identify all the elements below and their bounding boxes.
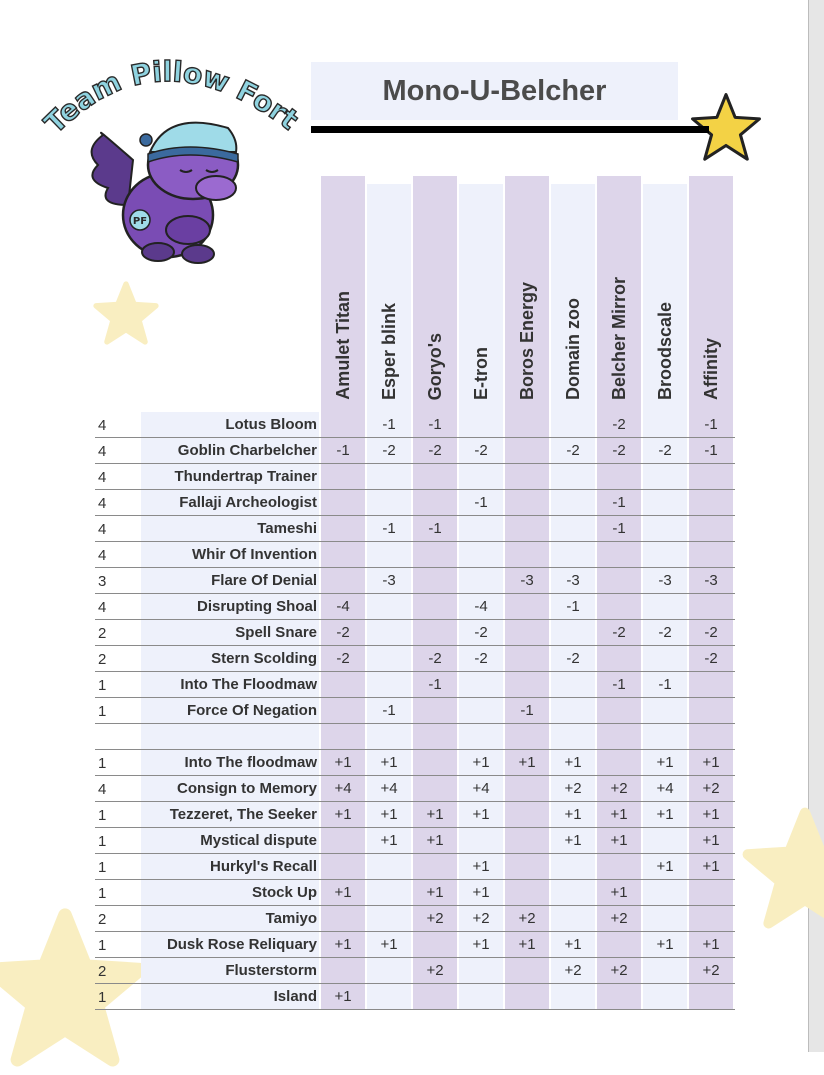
matchup-value: +1	[702, 754, 720, 771]
card-name-cell	[141, 776, 319, 801]
matchup-value: +1	[380, 936, 398, 953]
table-row	[95, 412, 735, 438]
card-quantity: 4	[98, 547, 107, 564]
card-name: Flusterstorm	[225, 962, 317, 979]
matchup-header	[689, 180, 733, 400]
card-name-cell	[141, 672, 319, 697]
card-name: Stern Scolding	[211, 650, 317, 667]
matchup-value: -1	[336, 442, 350, 459]
card-name-cell	[141, 698, 319, 723]
card-quantity: 4	[98, 521, 107, 538]
matchup-header	[367, 180, 411, 400]
card-name-cell	[141, 828, 319, 853]
matchup-value: +1	[380, 806, 398, 823]
table-row	[95, 776, 735, 802]
matchup-value: +1	[334, 936, 352, 953]
matchup-value: +1	[656, 936, 674, 953]
matchup-value: +2	[610, 780, 628, 797]
card-quantity: 1	[98, 833, 107, 850]
table-row	[95, 594, 735, 620]
table-row	[95, 906, 735, 932]
matchup-header	[459, 180, 503, 400]
title-banner	[311, 62, 678, 120]
card-name: Whir Of Invention	[192, 546, 317, 563]
matchup-value: -4	[474, 598, 488, 615]
card-name-cell	[141, 438, 319, 463]
table-row	[95, 464, 735, 490]
table-row	[95, 672, 735, 698]
card-quantity: 1	[98, 937, 107, 954]
matchup-value: +2	[564, 780, 582, 797]
card-name: Into The floodmaw	[184, 754, 317, 771]
card-quantity: 3	[98, 573, 107, 590]
matchup-header	[597, 180, 641, 400]
card-name-cell	[141, 750, 319, 775]
card-name-cell	[141, 932, 319, 957]
table-row	[95, 542, 735, 568]
matchup-value: -2	[474, 650, 488, 667]
matchup-header	[551, 180, 595, 400]
team-logo	[38, 40, 308, 270]
matchup-value: -1	[566, 598, 580, 615]
card-name: Tameshi	[257, 520, 317, 537]
matchup-value: -1	[474, 494, 488, 511]
table-row	[95, 620, 735, 646]
matchup-value: -2	[428, 650, 442, 667]
matchup-value: -1	[382, 520, 396, 537]
matchup-header-label: Domain zoo	[562, 298, 583, 400]
matchup-value: -2	[336, 650, 350, 667]
card-quantity: 1	[98, 677, 107, 694]
matchup-value: -1	[382, 702, 396, 719]
matchup-value: -2	[566, 442, 580, 459]
matchup-value: -2	[428, 442, 442, 459]
card-name: Lotus Bloom	[225, 416, 317, 433]
matchup-value: -2	[382, 442, 396, 459]
matchup-value: -2	[474, 442, 488, 459]
matchup-value: +2	[702, 962, 720, 979]
card-quantity: 1	[98, 989, 107, 1006]
card-name-cell	[141, 490, 319, 515]
matchup-value: -1	[382, 416, 396, 433]
card-quantity: 4	[98, 417, 107, 434]
matchup-value: +1	[656, 858, 674, 875]
card-name: Tezzeret, The Seeker	[169, 806, 317, 823]
table-row	[95, 646, 735, 672]
card-name: Mystical dispute	[200, 832, 317, 849]
card-name: Fallaji Archeologist	[179, 494, 317, 511]
card-name-cell	[141, 568, 319, 593]
table-row	[95, 828, 735, 854]
card-name-cell	[141, 802, 319, 827]
matchup-value: +1	[334, 988, 352, 1005]
table-row	[95, 516, 735, 542]
matchup-value: +1	[380, 832, 398, 849]
matchup-value: -1	[612, 520, 626, 537]
card-name: Tamiyo	[265, 910, 317, 927]
title-underline	[311, 126, 709, 133]
matchup-value: +2	[518, 910, 536, 927]
matchup-value: -1	[612, 676, 626, 693]
matchup-value: +1	[702, 806, 720, 823]
card-name-cell	[141, 620, 319, 645]
table-row	[95, 568, 735, 594]
matchup-value: +1	[610, 884, 628, 901]
matchup-header-label: Goryo's	[424, 332, 445, 400]
matchup-value: +1	[610, 832, 628, 849]
matchup-value: +4	[656, 780, 674, 797]
matchup-value: -3	[566, 572, 580, 589]
card-quantity: 2	[98, 963, 107, 980]
matchup-value: -2	[658, 442, 672, 459]
matchup-value: -2	[704, 624, 718, 641]
matchup-value: +4	[334, 780, 352, 797]
matchup-value: -2	[704, 650, 718, 667]
matchup-value: +4	[472, 780, 490, 797]
matchup-value: +1	[334, 884, 352, 901]
matchup-value: -2	[658, 624, 672, 641]
card-name-cell	[141, 516, 319, 541]
table-row	[95, 438, 735, 464]
matchup-value: +1	[472, 754, 490, 771]
matchup-header-label: Belcher Mirror	[608, 276, 629, 400]
card-name: Consign to Memory	[176, 780, 317, 797]
matchup-value: -1	[658, 676, 672, 693]
card-name-cell	[141, 906, 319, 931]
matchup-value: +1	[564, 754, 582, 771]
matchup-value: +1	[426, 884, 444, 901]
matchup-value: -3	[658, 572, 672, 589]
matchup-value: +2	[702, 780, 720, 797]
card-name-cell	[141, 646, 319, 671]
matchup-value: -1	[428, 520, 442, 537]
matchup-value: +1	[472, 806, 490, 823]
matchup-value: +2	[426, 910, 444, 927]
matchup-header-label: Esper blink	[378, 302, 399, 400]
table-row	[95, 490, 735, 516]
matchup-value: -1	[612, 494, 626, 511]
matchup-value: -2	[336, 624, 350, 641]
card-name-cell	[141, 542, 319, 567]
matchup-value: -1	[428, 676, 442, 693]
matchup-header	[643, 180, 687, 400]
card-quantity: 2	[98, 911, 107, 928]
pale-star-icon	[92, 280, 160, 348]
matchup-value: +2	[472, 910, 490, 927]
card-name: Disrupting Shoal	[197, 598, 317, 615]
matchup-value: -1	[704, 416, 718, 433]
matchup-value: -4	[336, 598, 350, 615]
matchup-value: -2	[612, 624, 626, 641]
table-row	[95, 750, 735, 776]
card-quantity: 1	[98, 703, 107, 720]
table-row	[95, 698, 735, 724]
card-quantity: 1	[98, 885, 107, 902]
matchup-header-label: Amulet Titan	[332, 291, 353, 400]
card-quantity: 2	[98, 625, 107, 642]
page-title: Mono-U-Belcher	[382, 74, 607, 107]
card-name-cell	[141, 464, 319, 489]
matchup-header	[413, 180, 457, 400]
table-row	[95, 984, 735, 1010]
card-name-cell	[141, 854, 319, 879]
matchup-value: +2	[426, 962, 444, 979]
card-name: Flare Of Denial	[211, 572, 317, 589]
matchup-value: +1	[656, 754, 674, 771]
matchup-value: +1	[334, 754, 352, 771]
matchup-value: +1	[610, 806, 628, 823]
card-name: Dusk Rose Reliquary	[166, 936, 317, 953]
matchup-value: +2	[610, 962, 628, 979]
card-name: Force Of Negation	[186, 702, 317, 719]
matchup-value: +1	[426, 806, 444, 823]
matchup-value: +1	[702, 936, 720, 953]
matchup-value: +2	[610, 910, 628, 927]
card-quantity: 4	[98, 599, 107, 616]
matchup-value: +1	[564, 936, 582, 953]
card-name: Goblin Charbelcher	[177, 442, 317, 459]
matchup-value: -2	[474, 624, 488, 641]
matchup-value: -1	[520, 702, 534, 719]
matchup-value: -1	[428, 416, 442, 433]
matchup-value: +1	[564, 832, 582, 849]
matchup-value: +1	[334, 806, 352, 823]
card-name-cell	[141, 724, 319, 749]
matchup-value: +1	[518, 936, 536, 953]
table-row	[95, 854, 735, 880]
card-name: Hurkyl's Recall	[210, 858, 317, 875]
card-quantity: 1	[98, 807, 107, 824]
matchup-header-label: Boros Energy	[516, 281, 537, 400]
matchup-header	[505, 180, 549, 400]
card-name-cell	[141, 958, 319, 983]
card-name: Into The Floodmaw	[180, 676, 317, 693]
matchup-value: +1	[380, 754, 398, 771]
card-name-cell	[141, 412, 319, 437]
matchup-value: +1	[472, 936, 490, 953]
card-quantity: 4	[98, 495, 107, 512]
matchup-header	[321, 180, 365, 400]
matchup-value: +1	[472, 858, 490, 875]
card-name-cell	[141, 984, 319, 1009]
matchup-header-label: Affinity	[700, 338, 721, 400]
card-quantity: 4	[98, 781, 107, 798]
matchup-value: -3	[520, 572, 534, 589]
matchup-value: -3	[382, 572, 396, 589]
table-row	[95, 932, 735, 958]
card-quantity: 4	[98, 469, 107, 486]
matchup-header-label: E-tron	[470, 347, 491, 400]
table-row	[95, 724, 735, 750]
matchup-value: +1	[564, 806, 582, 823]
matchup-value: +1	[656, 806, 674, 823]
card-name: Stock Up	[251, 884, 317, 901]
matchup-value: -2	[612, 416, 626, 433]
matchup-value: -3	[704, 572, 718, 589]
card-name: Thundertrap Trainer	[174, 468, 317, 485]
card-name: Island	[273, 988, 317, 1005]
card-name-cell	[141, 880, 319, 905]
pale-star-icon	[740, 795, 824, 945]
matchup-value: +1	[702, 858, 720, 875]
card-name-cell	[141, 594, 319, 619]
matchup-value: -2	[566, 650, 580, 667]
card-quantity: 1	[98, 755, 107, 772]
table-row	[95, 880, 735, 906]
logo-monogram: PF	[132, 216, 148, 227]
table-row	[95, 958, 735, 984]
team-name-arc: Team Pillow Fort	[38, 55, 305, 140]
card-quantity: 4	[98, 443, 107, 460]
matchup-value: +1	[472, 884, 490, 901]
card-quantity: 2	[98, 651, 107, 668]
card-name: Spell Snare	[235, 624, 317, 641]
table-row	[95, 802, 735, 828]
matchup-value: +2	[564, 962, 582, 979]
matchup-value: +1	[426, 832, 444, 849]
matchup-value: -1	[704, 442, 718, 459]
matchup-value: +1	[518, 754, 536, 771]
matchup-value: +1	[702, 832, 720, 849]
matchup-value: +4	[380, 780, 398, 797]
matchup-header-label: Broodscale	[654, 301, 675, 400]
matchup-value: -2	[612, 442, 626, 459]
card-quantity: 1	[98, 859, 107, 876]
